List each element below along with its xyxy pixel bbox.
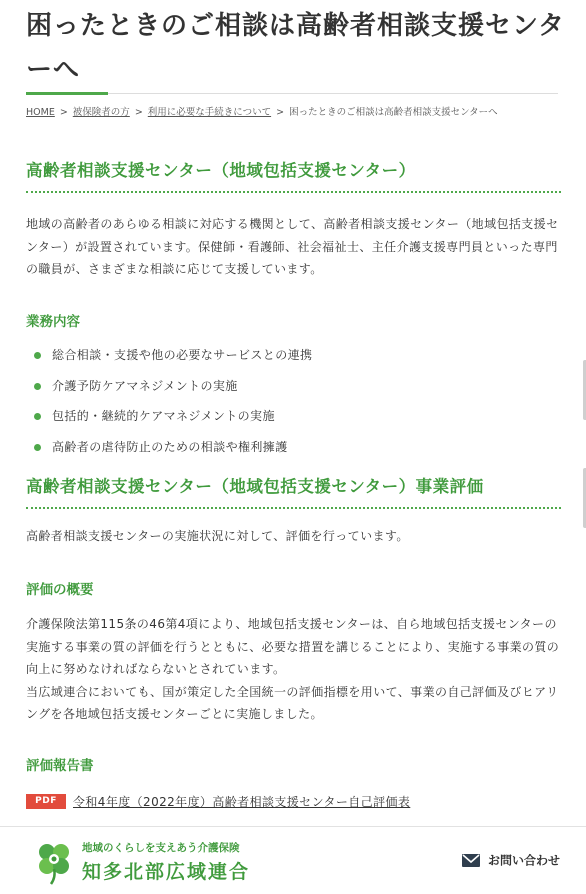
section-heading-evaluation: 高齢者相談支援センター（地域包括支援センター）事業評価 bbox=[26, 475, 561, 509]
breadcrumb-procedures-link[interactable]: 利用に必要な手続きについて bbox=[147, 107, 272, 118]
list-item bbox=[26, 436, 562, 467]
breadcrumb-separator: > bbox=[134, 107, 143, 118]
tasks-heading: 業務内容 bbox=[26, 314, 80, 330]
pdf-badge: PDF bbox=[26, 794, 66, 809]
task-text: 介護予防ケアマネジメントの実施 bbox=[52, 378, 238, 393]
tasks-list bbox=[26, 344, 562, 466]
breadcrumb-current: 困ったときのご相談は高齢者相談支援センターへ bbox=[289, 107, 498, 118]
bullet-icon bbox=[34, 383, 41, 390]
contact-label: お問い合わせ bbox=[487, 853, 560, 868]
mail-icon bbox=[462, 854, 480, 867]
bullet-icon bbox=[34, 444, 41, 451]
list-item bbox=[26, 375, 562, 406]
title-rule bbox=[108, 93, 558, 94]
breadcrumb bbox=[26, 106, 571, 120]
center-description: 地域の高齢者のあらゆる相談に対応する機関として、高齢者相談支援センター（地域包括支援センター）が設置されています。保健師・看護師、社会福祉士、主任介護支援専門員といった専門の職員が、さまざまな相談に応じて支援しています。 bbox=[26, 217, 559, 276]
logo-tagline: 地域のくらしを支えあう介護保険 bbox=[82, 842, 240, 854]
organization-name[interactable]: 知多北部広域連合 bbox=[82, 861, 251, 883]
page-title: 困ったときのご相談は高齢者相談支援センターへ bbox=[26, 11, 565, 85]
list-item bbox=[26, 405, 562, 436]
report-link-row[interactable] bbox=[26, 791, 410, 811]
task-text: 高齢者の虐待防止のための相談や権利擁護 bbox=[52, 439, 288, 454]
breadcrumb-home-link[interactable]: HOME bbox=[26, 107, 55, 118]
clover-logo-icon[interactable] bbox=[34, 839, 74, 885]
bullet-icon bbox=[34, 352, 41, 359]
task-text: 総合相談・支援や他の必要なサービスとの連携 bbox=[52, 348, 313, 362]
bullet-icon bbox=[34, 413, 41, 420]
breadcrumb-insured-link[interactable]: 被保険者の方 bbox=[72, 107, 130, 118]
report-heading: 評価報告書 bbox=[26, 758, 94, 774]
overview-heading: 評価の概要 bbox=[26, 582, 94, 598]
title-accent-rule bbox=[26, 92, 108, 95]
task-text: 包括的・継続的ケアマネジメントの実施 bbox=[52, 409, 275, 423]
breadcrumb-separator: > bbox=[59, 107, 68, 118]
breadcrumb-separator: > bbox=[276, 107, 285, 118]
overview-paragraph-1: 介護保険法第115条の46第4項により、地域包括支援センターは、自ら地域包括支援センターの実施する事業の質の評価を行うとともに、必要な措置を講じることにより、実施する事業の質の向上に努めなければならないとされています。 bbox=[26, 617, 560, 676]
section-heading-center: 高齢者相談支援センター（地域包括支援センター） bbox=[26, 159, 561, 193]
report-pdf-link[interactable]: 令和4年度（2022年度）高齢者相談支援センター自己評価表 bbox=[73, 795, 411, 809]
footer-bar bbox=[0, 826, 586, 894]
contact-button[interactable] bbox=[462, 851, 560, 870]
list-item bbox=[26, 344, 562, 375]
overview-body bbox=[26, 613, 562, 726]
overview-paragraph-2: 当広域連合においても、国が策定した全国統一の評価指標を用いて、事業の自己評価及びヒアリングを各地域包括支援センターごとに実施しました。 bbox=[26, 684, 559, 721]
evaluation-description: 高齢者相談支援センターの実施状況に対して、評価を行っています。 bbox=[26, 529, 409, 543]
